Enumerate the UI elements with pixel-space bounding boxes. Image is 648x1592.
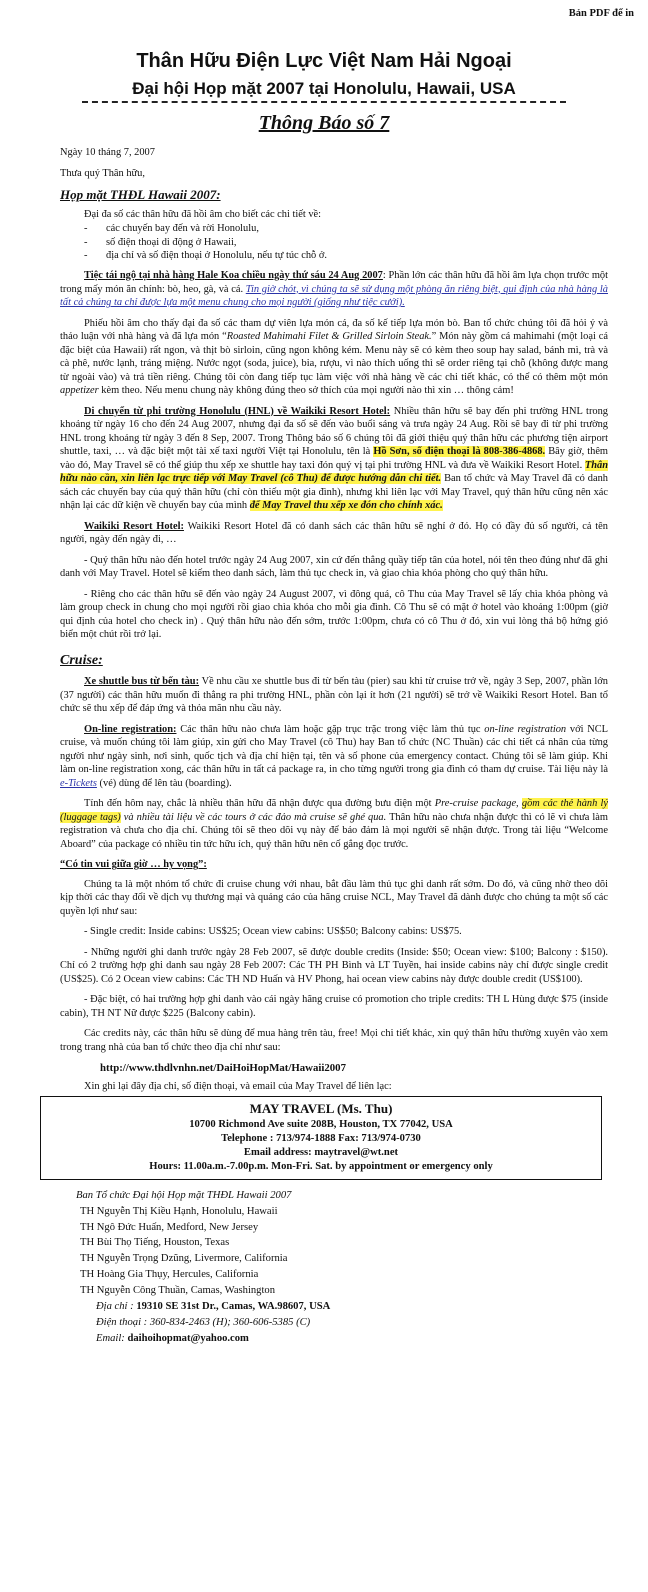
committee-member: TH Bùi Thọ Tiếng, Houston, Texas	[80, 1237, 230, 1249]
committee-member: TH Ngô Đức Huấn, Medford, New Jersey	[80, 1221, 259, 1233]
dashed-divider	[82, 101, 566, 103]
hotel-early-paragraph: - Quý thân hữu nào đến hotel trước ngày 24 Aug 2007, xin cứ đến thẳng quầy tiếp tân của hotel, nói tên theo đúng như đã ghi danh với May Travel. Hotel sẽ kiếm theo danh sách, làm thủ tục check in, và giao chìa khóa phòng cho quý thân hữu.	[60, 554, 608, 580]
menu-paragraph: Phiếu hồi âm cho thấy đại đa số các tham dự viên lựa món cá, đa số kế tiếp lựa món bò. Ban tổ chức chúng tôi đã hỏi ý và thảo luận với nhà hàng và đã lựa món “Roasted Mahimahi Filet & Grilled Sirloin Steak.” Món này gồm cá mahimahi (một loại cá đặc biệt của Hawaii) rất ngon, và thịt bò sirloin, cũng ngon không kém. Menu này sẽ có kèm theo soup hay salad, bánh mì, trà và cà phê, nước lạnh, tráng miệng. Nước ngọt (soda, juice), bia, rượu, vì nào thích uống thì sẽ order riêng tại chỗ (không được mang từ ngoài vào) và trả tiền riêng. Chúng tôi còn đang tiếp tục làm việc với nhà hàng về các chi tiết khác, có thể có thêm một món appetizer kèm theo. Nếu menu chung này không đúng theo sở thích của mọi người nào thì xin … thông cảm!	[60, 317, 608, 397]
detail-list	[84, 222, 608, 263]
agency-address: 10700 Richmond Ave suite 208B, Houston, TX 77042, USA	[189, 1118, 453, 1130]
credits-double: - Những người ghi danh trước ngày 28 Feb 2007, sẽ được double credits (Inside: $50; Ocean view: $100; Balcony : $150). Chỉ có 2 trường hợp ghi danh sau ngày 28 Feb 2007: Các TH PH Bình và LT Tuyền, hai inside cabins này chỉ được single credit (US$25). Có 2 Ocean view cabins: Các TH ND Huấn và HV Phong, hai ocean view cabins này được double credit (US$100).	[60, 946, 608, 985]
registration-paragraph: On-line registration: Các thân hữu nào chưa làm hoặc gặp trục trặc trong việc làm thủ tục on-line registration với NCL cruise, và muốn chúng tôi làm giúp, xin gửi cho May Travel (cô Thu) hay Ban tổ chức (NC Thuần) các chi tiết cá nhân của từng người như ngày sinh, nơi sinh, quốc tịch và địa chỉ hiện tại, tên và số phone của emergency contact. Chúng tôi sẽ làm giúp. Khi làm on-line registration xong, các thân hữu in tất cả package ra, in cho từng người trong gia đình có tham dự cruise. Tài liệu này là e-Tickets (vé) dùng để lên tàu (boarding).	[60, 723, 608, 789]
dinner-paragraph: Tiệc tái ngộ tại nhà hàng Hale Koa chiều ngày thứ sáu 24 Aug 2007: Phần lớn các thân hữu đã hồi âm lựa chọn trước một trong mấy món ăn chính: bò, heo, gà, và cá. Tin giờ chót, vì chúng ta sẽ sử dụng một phòng ăn riêng biệt, qui định của nhà hàng là tất cả chúng ta chỉ được lựa một menu chung cho mọi người (giống như tiệc cưới).	[60, 269, 608, 309]
letter-body	[60, 146, 608, 1347]
credits-intro: Chúng ta là một nhóm tổ chức đi cruise chung với nhau, bắt đầu làm thủ tục ghi danh rất sớm. Do đó, và cũng nhờ theo dõi kịp thời các thay đổi về dịch vụ thương mại và quảng cáo của hãng cruise NCL, May Travel đã dành được cho chúng ta một số các quyền lợi như sau:	[60, 878, 608, 917]
hotel-paragraph: Waikiki Resort Hotel: Waikiki Resort Hotel đã có danh sách các thân hữu sẽ nghỉ ở đó. Họ có đầy đủ số người, cả tên người, ngày đến ngày đi, …	[60, 520, 608, 546]
highlight-taxi: Hồ Sơn, số điện thoại là 808-386-4868.	[373, 446, 546, 458]
agency-hours: Hours: 11.00a.m.-7.00p.m. Mon-Fri. Sat. by appointment or emergency only	[149, 1161, 493, 1173]
highlight-luggage: gồm các thẻ hành lý (luggage tags)	[60, 798, 608, 823]
credits-single: - Single credit: Inside cabins: US$25; Ocean view cabins: US$50; Balcony cabins: US$75.	[84, 926, 462, 938]
section-heading-hawaii: Họp mặt THĐL Hawaii 2007:	[60, 187, 221, 203]
highlight-pickup: để May Travel thu xếp xe đón cho chính xác.	[249, 500, 443, 512]
committee-address: Địa chỉ : 19310 SE 31st Dr., Camas, WA.98607, USA	[96, 1300, 331, 1312]
contact-box	[40, 1096, 602, 1180]
shuttle-paragraph: Xe shuttle bus từ bến tàu: Về nhu cầu xe shuttle bus đi từ bến tàu (pier) sau khi từ cruise trở về, ngày 3 Sep, 2007, phần lớn (37 người) các thân hữu muốn đi thẳng ra phi trường HNL, phần còn lại ít hơn (21 người) sẽ trở về Waikiki Resort Hotel. Ban tổ chức sẽ thu xếp để đáp ứng và thỏa mãn nhu cầu này.	[60, 676, 608, 715]
org-title: Thân Hữu Điện Lực Việt Nam Hải Ngoại	[136, 50, 512, 72]
signature-block	[76, 1188, 608, 1347]
section-heading-cruise: Cruise:	[60, 652, 103, 668]
date-line: Ngày 10 tháng 7, 2007	[60, 147, 155, 158]
late-news-link[interactable]: Tin giờ chót, vì chúng ta sẽ sử dụng một phòng ăn riêng biệt, qui định của nhà hàng là tất cả chúng ta chỉ được lựa một menu chung cho mọi người (giống như tiệc cưới).	[60, 283, 608, 309]
greeting: Thưa quý Thân hữu,	[60, 167, 145, 179]
event-title: Đại hội Họp mặt 2007 tại Honolulu, Hawaii, USA	[132, 79, 516, 98]
agency-name: MAY TRAVEL (Ms. Thu)	[249, 1100, 393, 1116]
transport-paragraph: Di chuyển từ phi trường Honolulu (HNL) về Waikiki Resort Hotel: Nhiều thân hữu sẽ bay đến phi trường HNL trong khoảng từ ngày 16 cho đến 24 Aug 2007, nhưng đại đa số sẽ đến vào buổi sáng và trưa ngày 24 Aug. Rồi sẽ bay đi từ phi trường HNL trong khoảng từ ngày 3 đến 8 Sep, 2007. Trong Thông báo số 6 chúng tôi đã giới thiệu quý thân hữu các phương tiện airport shuttle, taxi, … và đặc biệt một tài xế taxi người Việt tại Honolulu, tên là Hồ Sơn, số điện thoại là 808-386-4868. Bây giờ, thêm vào đó, May Travel sẽ có thể giúp thu xếp xe shuttle hay taxi đón quý vị tại phi trường HNL và đưa về Waikiki Resort Hotel. Thân hữu nào cần, xin liên lạc trực tiếp với May Travel (cô Thu) để được hướng dẫn chi tiết. Ban tổ chức và May Travel đã có danh sách các chuyến bay của quý thân hữu (chỉ còn thiếu một gia đình), nhưng khi liên lạc với May Travel, quý thân hữu cũng nên xác nhận lại các dữ kiện về chuyến bay của mình để May Travel thu xếp xe đón cho chính xác.	[60, 405, 609, 512]
committee-email-address[interactable]: daihoihopmat@yahoo.com	[127, 1332, 249, 1344]
committee-member: TH Nguyễn Trọng Dzũng, Livermore, California	[80, 1253, 288, 1265]
print-version-note: Bản PDF để in	[568, 8, 634, 19]
committee-phone: Điện thoại : 360-834-2463 (H); 360-606-5385 (C)	[96, 1316, 311, 1328]
credits-triple: - Đặc biệt, có hai trường hợp ghi danh vào cái ngày hãng cruise có promotion cho triple credits: TH L Hùng được $75 (inside cabin), TH NT Nữ được $225 (Balcony cabin).	[60, 994, 608, 1019]
package-paragraph: Tính đến hôm nay, chắc là nhiều thân hữu đã nhận được qua đường bưu điện một Pre-cruise package, gồm các thẻ hành lý (luggage tags) và nhiều tài liệu về các tours ở các đảo mà cruise sẽ ghé qua. Thân hữu nào chưa nhận được thì có lẽ vì chưa làm registration và chưa cho địa chỉ. Chúng tôi sẽ theo dõi vụ này để bảo đảm là mọi người sẽ nhận được. Trong tài liệu “Welcome Aboard” của package có nhiều tin tức hữu ích, quý thân hữu nên cố gắng đọc trước.	[60, 798, 608, 850]
agency-phone: Telephone : 713/974-1888 Fax: 713/974-0730	[221, 1132, 421, 1144]
contact-intro: Xin ghi lại đây địa chỉ, số điện thoại, và email của May Travel để liên lạc:	[84, 1081, 392, 1093]
list-item: - số điện thoại di động ở Hawaii,	[84, 236, 608, 250]
list-item: - địa chỉ và số điện thoại ở Honolulu, nếu tự túc chỗ ở.	[84, 249, 608, 263]
committee-email: Email: daihoihopmat@yahoo.com	[96, 1332, 249, 1344]
list-item: - các chuyến bay đến và rời Honolulu,	[84, 222, 608, 236]
committee-title: Ban Tổ chức Đại hội Họp mặt THĐL Hawaii 2007	[76, 1189, 292, 1201]
agency-email[interactable]: Email address: maytravel@wt.net	[243, 1147, 399, 1159]
notice-title: Thông Báo số 7	[258, 112, 390, 134]
hotel-group-paragraph: - Riêng cho các thân hữu sẽ đến vào ngày 24 August 2007, vì đông quá, cô Thu của May Travel sẽ lấy chìa khóa phòng và làm group check in chung cho mọi người rồi giao chìa khóa cho mỗi gia đình. Cô Thu sẽ có mặt ở hotel vào khoảng 1:00pm (giờ qui định của hotel cho check in) . Quý thân hữu nào đến sớm, trước 1:00pm, chưa có cô Thu ở đó, xin vui lòng thả bộ hứng gió biển một chút rồi trở lại.	[60, 588, 608, 641]
highlight-contact: Thân hữu nào cần, xin liên lạc trực tiếp với May Travel (cô Thu) để được hướng dẫn chi tiết.	[60, 459, 608, 485]
credits-usage: Các credits này, các thân hữu sẽ dùng để mua hàng trên tàu, free! Mọi chi tiết khác, xin quý thân hữu thường xuyên vào xem trong trang nhà của ban tổ chức theo địa chỉ như sau:	[60, 1028, 608, 1053]
etickets-link[interactable]: e-Tickets	[60, 777, 97, 789]
committee-member: TH Nguyễn Công Thuần, Camas, Washington	[80, 1285, 276, 1297]
good-news-heading: “Có tin vui giữa giờ … hy vọng”:	[60, 859, 207, 871]
website-link[interactable]: http://www.thdlvnhn.net/DaiHoiHopMat/Hawaii2007	[100, 1062, 346, 1075]
intro-text: Đại đa số các thân hữu đã hồi âm cho biết các chi tiết về:	[84, 208, 322, 220]
committee-member: TH Hoàng Gia Thụy, Hercules, California	[80, 1269, 259, 1281]
committee-member: TH Nguyễn Thị Kiều Hạnh, Honolulu, Hawaii	[80, 1205, 278, 1217]
